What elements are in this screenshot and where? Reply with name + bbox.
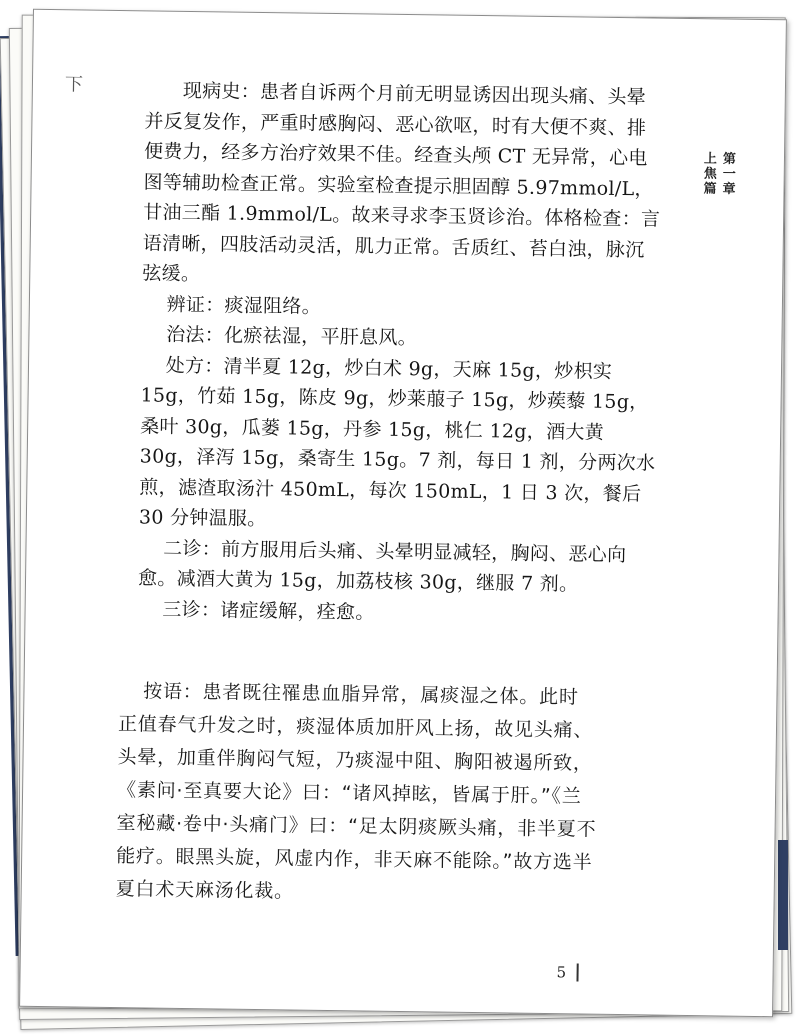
differentiation-line: 辨证：痰湿阻络。: [166, 293, 322, 318]
chapter-label: 第一章: [719, 151, 736, 197]
book-page: [19, 9, 787, 1017]
prescription-paragraph: 处方：清半夏 12g，炒白术 9g，天麻 15g，炒枳实 15g，竹茹 15g，陈皮 9g，炒莱菔子 15g，炒蒺藜 15g，桑叶 30g，瓜蒌 15g，丹参 15g，桃仁 12g，酒大黄 30g，泽泻 15g，桑寄生 15g。7 剂，每日 1 剂，分两次水煎，滤渣取汤汁 450mL，每次 150mL，1 日 3 次，餐后 30 分钟温服。: [138, 354, 656, 531]
commentary-paragraph: 按语：患者既往罹患血脂异常，属痰湿之体。此时正值春气升发之时，痰湿体质加肝风上扬，故见头痛、头晕，加重伴胸闷气短，乃痰湿中阻、胸阳被遏所致，《素问·至真要大论》曰：“诸风掉眩，皆属于肝。”《兰室秘藏·卷中·头痛门》曰：“足太阴痰厥头痛，非半夏不能疗。眼黑头旋，风虚内作，非天麻不能除。”故方选半夏白术天麻汤化裁。: [115, 680, 597, 903]
case-record: [137, 75, 665, 631]
stray-character: 下: [64, 74, 84, 96]
commentary-block: [115, 675, 598, 913]
part-label: 上焦篇: [700, 151, 717, 197]
third-visit-line: 三诊：诸症缓解，痊愈。: [162, 598, 375, 624]
page-number: 5: [556, 963, 567, 982]
adjacent-book-edge-right: [778, 840, 788, 950]
second-visit-paragraph: 二诊：前方服用后头痛、头晕明显减轻，胸闷、恶心向愈。减酒大黄为 15g，加荔枝核 30g，继服 7 剂。: [137, 537, 627, 596]
treatment-method-line: 治法：化瘀祛湿，平肝息风。: [166, 323, 418, 350]
page-number-divider: [576, 963, 578, 981]
running-header: [700, 151, 737, 197]
present-illness-paragraph: 现病史：患者自诉两个月前无明显诱因出现头痛、头晕并反复发作，严重时感胸闷、恶心欲呕，时有大便不爽、排便费力，经多方治疗效果不佳。经查头颅 CT 无异常，心电图等辅助检查正常。实验室检查提示胆固醇 5.97mmol/L，甘油三酯 1.9mmol/L。故来寻求李玉贤诊治。体格检查：言语清晰，四肢活动灵活，肌力正常。舌质红、苔白浊，脉沉弦缓。: [142, 79, 661, 286]
